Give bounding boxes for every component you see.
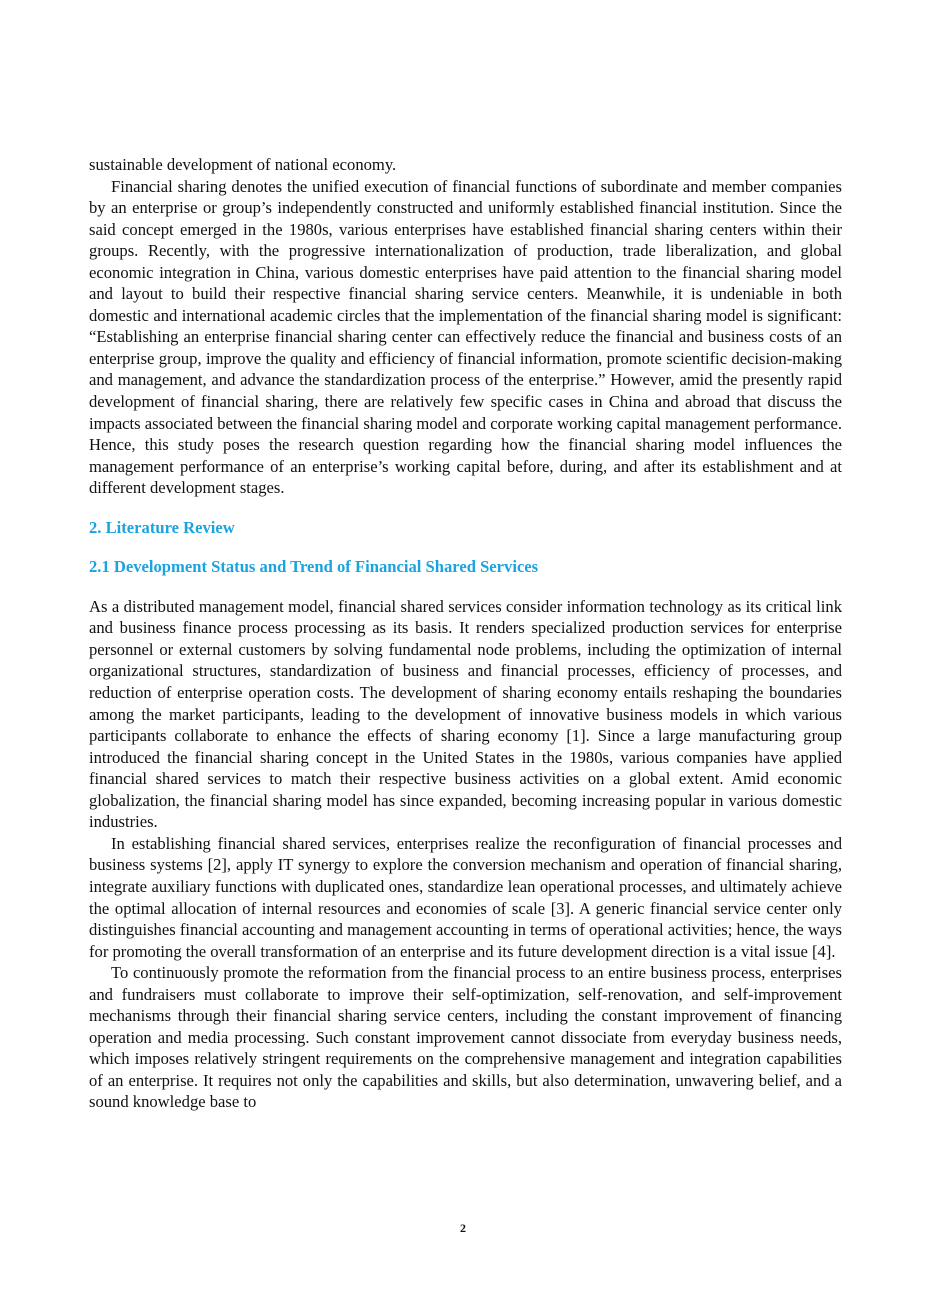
section-heading: 2. Literature Review xyxy=(89,517,235,537)
subsection-heading: 2.1 Development Status and Trend of Financial Shared Services xyxy=(89,557,539,577)
paragraph-establishing-services: In establishing financial shared services, enterprises realize the reconfiguration of financial processes and business systems [2], apply IT synergy to explore the conversion mechanism and operation of financial sharing, integrate auxiliary functions with duplicated ones, standardize lean operational processes, and ultimately achieve the optimal allocation of internal resources and economies of scale [3]. A generic financial service center only distinguishes financial accounting and management accounting in terms of operational activities; hence, the ways for promoting the overall transformation of an enterprise and its future development direction is a vital issue [4]. xyxy=(89,833,842,961)
page-body xyxy=(89,154,842,1113)
paragraph-financial-sharing: Financial sharing denotes the unified execution of financial functions of subordinate and member companies by an enterprise or group’s independently constructed and uniformly established financial institution. Since the said concept emerged in the 1980s, various enterprises have established financial sharing centers within their groups. Recently, with the progressive internationalization of production, trade liberalization, and global economic integration in China, various domestic enterprises have paid attention to the financial sharing model and layout to build their respective financial sharing service centers. Meanwhile, it is undeniable in both domestic and international academic circles that the implementation of the financial sharing model is significant: “Establishing an enterprise financial sharing center can effectively reduce the financial and business costs of an enterprise group, improve the quality and efficiency of financial information, promote scientific decision-making and management, and advance the standardization process of the enterprise.” However, amid the presently rapid development of financial sharing, there are relatively few specific cases in China and abroad that discuss the impacts associated between the financial sharing model and corporate working capital management performance. Hence, this study poses the research question regarding how the financial sharing model influences the management performance of an enterprise’s working capital before, during, and after its establishment and at different development stages. xyxy=(89,176,842,498)
paragraph-distributed-model: As a distributed management model, financial shared services consider information technology as its critical link and business finance process processing as its basis. It renders specialized production services for enterprise personnel or external customers by solving fundamental node problems, including the optimization of internal organizational structures, standardization of business and financial processes, efficiency of processes, and reduction of enterprise operation costs. The development of sharing economy entails reshaping the boundaries among the market participants, leading to the development of innovative business models in which various participants collaborate to enhance the effects of sharing economy [1]. Since a large manufacturing group introduced the financial sharing concept in the United States in the 1980s, various companies have applied financial shared services to match their respective business activities on a global extent. Amid economic globalization, the financial sharing model has since expanded, becoming increasing popular in various domestic industries. xyxy=(89,596,842,832)
paragraph-continuation: sustainable development of national economy. xyxy=(89,155,397,174)
page-number: 2 xyxy=(460,1221,466,1235)
paragraph-continuous-reform: To continuously promote the reformation from the financial process to an entire business process, enterprises and fundraisers must collaborate to improve their self-optimization, self-renovation, and self-improvement mechanisms through their financial sharing service centers, including the constant improvement of financing operation and media processing. Such constant improvement cannot dissociate from everyday business needs, which imposes relatively stringent requirements on the comprehensive management and integration capabilities of an enterprise. It requires not only the capabilities and skills, but also determination, unwavering belief, and a sound knowledge base to xyxy=(89,963,842,1112)
